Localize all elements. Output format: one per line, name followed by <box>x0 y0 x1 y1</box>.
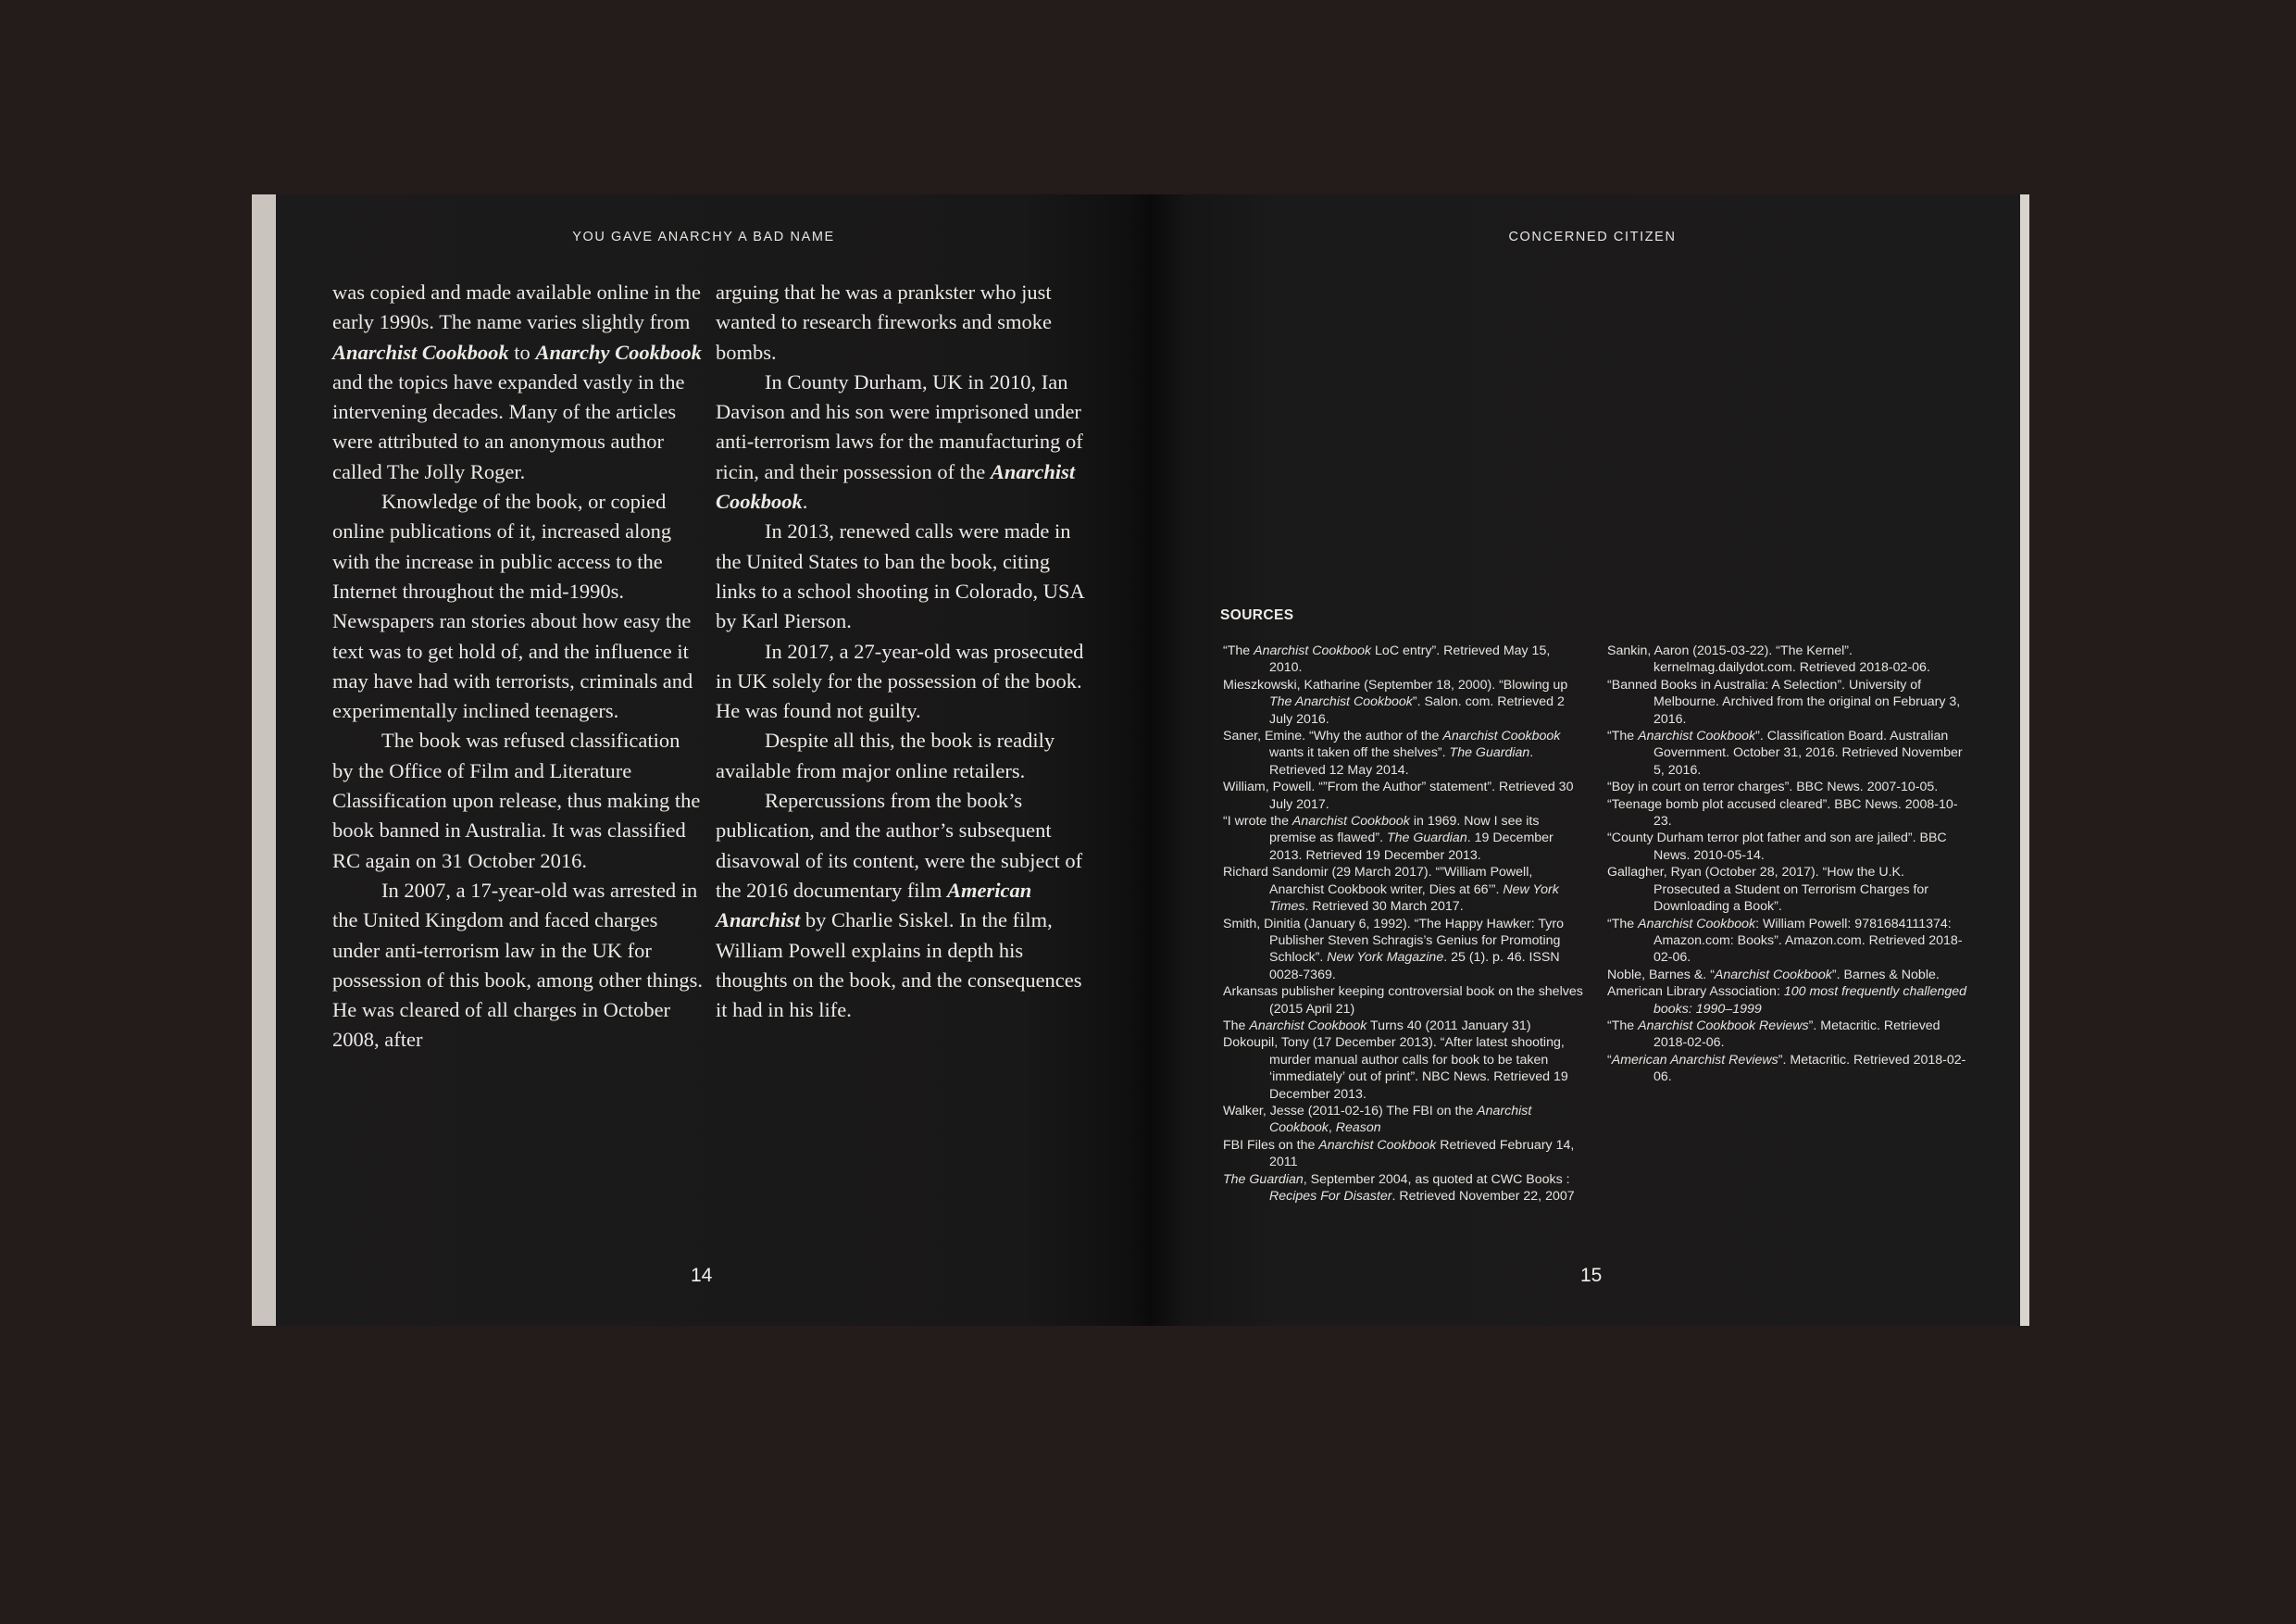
text-run: “I wrote the <box>1223 814 1292 830</box>
text-run: and the topics have expanded vastly in the intervening decades. Many of the articles were attributed to an anonymous author called The Jolly Roger. <box>332 369 685 483</box>
text-run: “Banned Books in Australia: A Selection”. University of Melbourne. Archived from the original on February 3, 2016. <box>1607 677 1961 727</box>
text-run: . Retrieved 12 May 2014. <box>1269 745 1534 778</box>
source-entry <box>1223 643 1586 677</box>
italic-title: Anarchist Cookbook <box>716 459 1076 514</box>
source-entry <box>1223 1171 1586 1206</box>
italic-title: Anarchist Cookbook <box>1638 916 1756 931</box>
source-entry <box>1223 813 1586 864</box>
text-run: to <box>508 340 536 364</box>
source-entry <box>1607 830 1970 864</box>
source-entry <box>1607 779 1970 795</box>
left-column-2 <box>716 278 1086 1025</box>
source-entry <box>1223 677 1586 728</box>
source-entry <box>1607 864 1970 915</box>
text-run: , <box>1328 1120 1336 1136</box>
source-entry <box>1223 864 1586 915</box>
source-entry <box>1223 728 1586 779</box>
italic-title: Anarchist Cookbook <box>1318 1137 1437 1153</box>
italic-title: The Anarchist Cookbook <box>1269 694 1413 710</box>
body-paragraph <box>716 517 1086 636</box>
text-run: by Charlie Siskel. In the film, William Powell explains in depth his thoughts on the book, and the consequences it had in his life. <box>716 908 1082 1022</box>
text-run: Retrieved February 14, 2011 <box>1269 1137 1575 1170</box>
italic-title: Anarchist Cookbook <box>332 340 509 364</box>
text-run: . Retrieved 30 March 2017. <box>1304 899 1464 915</box>
body-paragraph <box>332 726 703 875</box>
source-entry <box>1223 1018 1586 1034</box>
text-run: . Retrieved November 22, 2007 <box>1391 1189 1575 1204</box>
text-run: arguing that he was a prankster who just wanted to research fireworks and smoke bombs. <box>716 281 1052 364</box>
text-run: Knowledge of the book, or copied online publications of it, increased along with the increase in public access to the Internet throughout the mid-1990s. Newspapers ran stories about how easy the text was to get hold of, and the influence it may have had with terrorists, criminals and experimentally inclined teenagers. <box>332 490 693 723</box>
sources-heading: SOURCES <box>1220 607 1294 623</box>
italic-title: Anarchist Cookbook <box>1638 729 1756 744</box>
source-entry <box>1607 983 1970 1018</box>
text-run: Sankin, Aaron (2015-03-22). “The Kernel”. kernelmag.dailydot.com. Retrieved 2018-02-06. <box>1607 643 1930 676</box>
body-paragraph <box>716 637 1086 727</box>
text-run: “The <box>1607 916 1639 931</box>
italic-title: American Anarchist Reviews <box>1611 1052 1778 1068</box>
text-run: ”. Salon. com. Retrieved 2 July 2016. <box>1269 694 1565 727</box>
text-run: Gallagher, Ryan (October 28, 2017). “How the U.K. Prosecuted a Student on Terrorism Charges for Downloading a Book”. <box>1607 865 1929 915</box>
italic-title: Anarchist Cookbook <box>1714 967 1832 982</box>
body-paragraph <box>332 876 703 1056</box>
italic-title: Anarchy Cookbook <box>535 340 702 364</box>
text-run: LoC entry”. Retrieved May 15, 2010. <box>1269 643 1551 676</box>
body-paragraph <box>332 278 703 487</box>
source-entry <box>1223 1103 1586 1137</box>
italic-title: New York Magazine <box>1327 950 1444 966</box>
source-entry <box>1223 983 1586 1018</box>
body-paragraph <box>716 726 1086 786</box>
text-run: : William Powell: 9781684111374: Amazon.com: Books”. Amazon.com. Retrieved 2018-02-06. <box>1653 916 1963 966</box>
text-run: Dokoupil, Tony (17 December 2013). “After latest shooting, murder manual author calls for book to be taken ‘immediately’ out of print”. NBC News. Retrieved 19 December 2013. <box>1223 1035 1568 1102</box>
italic-title: The Guardian <box>1449 745 1530 761</box>
source-entry <box>1607 1052 1970 1086</box>
text-run: Mieszkowski, Katharine (September 18, 2000). “Blowing up <box>1223 677 1568 693</box>
text-run: The <box>1223 1018 1250 1033</box>
source-entry <box>1607 1018 1970 1052</box>
text-run: Despite all this, the book is readily available from major online retailers. <box>716 729 1055 782</box>
text-run: In 2007, a 17-year-old was arrested in the United Kingdom and faced charges under anti-terrorism law in the UK for possession of this book, among other things. He was cleared of all charges in October 2008, after <box>332 878 703 1052</box>
source-entry <box>1607 643 1970 677</box>
sources-column-2 <box>1607 643 1970 1086</box>
right-page-edge <box>2020 194 2029 1326</box>
body-paragraph <box>332 487 703 726</box>
page-number-right: 15 <box>1580 1265 1603 1286</box>
source-entry <box>1607 967 1970 983</box>
text-run: was copied and made available online in the early 1990s. The name varies slightly from <box>332 281 701 334</box>
text-run: American Library Association: <box>1607 984 1784 1000</box>
source-entry <box>1607 677 1970 728</box>
source-entry <box>1223 1137 1586 1171</box>
source-entry <box>1223 779 1586 813</box>
text-run: “County Durham terror plot father and son are jailed”. BBC News. 2010-05-14. <box>1607 831 1947 863</box>
text-run: “The <box>1223 643 1254 658</box>
italic-title: The Guardian <box>1223 1171 1304 1187</box>
text-run: Smith, Dinitia (January 6, 1992). “The Happy Hawker: Tyro Publisher Steven Schragis’s Genius for Promoting Schlock”. <box>1223 916 1564 966</box>
text-run: Saner, Emine. “Why the author of the <box>1223 729 1443 744</box>
italic-title: Anarchist Cookbook <box>1254 643 1372 658</box>
text-run: Repercussions from the book’s publication, and the author’s subsequent disavowal of its content, were the subject of the 2016 documentary film <box>716 789 1083 902</box>
italic-title: Anarchist Cookbook <box>1292 814 1410 830</box>
text-run: In 2017, a 27-year-old was prosecuted in UK solely for the possession of the book. He was found not guilty. <box>716 639 1084 723</box>
italic-title: Recipes For Disaster <box>1269 1189 1392 1204</box>
text-run: . 25 (1). p. 46. ISSN 0028-7369. <box>1269 950 1560 982</box>
source-entry <box>1607 728 1970 779</box>
text-run: ”. Classification Board. Australian Government. October 31, 2016. Retrieved November 5, 2016. <box>1653 729 1963 778</box>
source-entry <box>1607 916 1970 967</box>
source-entry <box>1223 1034 1586 1103</box>
left-column-1 <box>332 278 703 1056</box>
italic-title: Anarchist Cookbook <box>1249 1018 1367 1033</box>
page-number-left: 14 <box>691 1265 713 1286</box>
italic-title: Anarchist Cookbook <box>1269 1103 1532 1136</box>
running-head-right: CONCERNED CITIZEN <box>1508 230 1677 244</box>
text-run: wants it taken off the shelves”. <box>1269 745 1450 761</box>
italic-title: The Guardian <box>1386 831 1467 846</box>
text-run: “The <box>1607 729 1639 744</box>
body-paragraph <box>716 786 1086 1025</box>
text-run: Noble, Barnes &. “ <box>1607 967 1715 982</box>
text-run: Turns 40 (2011 January 31) <box>1366 1018 1531 1033</box>
text-run: William, Powell. “”From the Author” statement”. Retrieved 30 July 2017. <box>1223 780 1574 812</box>
source-entry <box>1223 916 1586 984</box>
text-run: Arkansas publisher keeping controversial book on the shelves (2015 April 21) <box>1223 984 1583 1017</box>
body-paragraph <box>716 278 1086 368</box>
source-entry <box>1607 796 1970 831</box>
text-run: . 19 December 2013. Retrieved 19 December 2013. <box>1269 831 1554 863</box>
text-run: Walker, Jesse (2011-02-16) The FBI on the <box>1223 1103 1478 1118</box>
italic-title: Anarchist Cookbook <box>1442 729 1561 744</box>
text-run: In County Durham, UK in 2010, Ian Davison and his son were imprisoned under anti-terrorism laws for the manufacturing of ricin, and their possession of the <box>716 369 1083 483</box>
text-run: In 2013, renewed calls were made in the United States to ban the book, citing links to a school shooting in Colorado, USA by Karl Pierson. <box>716 519 1084 633</box>
text-run: “Boy in court on terror charges”. BBC News. 2007-10-05. <box>1607 780 1939 795</box>
italic-title: Anarchist Cookbook Reviews <box>1638 1018 1809 1033</box>
italic-title: New York Times <box>1269 881 1559 915</box>
text-run: , September 2004, as quoted at CWC Books : <box>1303 1171 1570 1187</box>
text-run: in 1969. Now I see its premise as flawed”. <box>1269 814 1540 846</box>
text-run: “The <box>1607 1018 1639 1033</box>
text-run: . <box>802 490 808 514</box>
italic-title: American Anarchist <box>716 878 1032 932</box>
text-run: ”. Barnes & Noble. <box>1831 967 1940 982</box>
text-run: ”. Metacritic. Retrieved 2018-02-06. <box>1653 1052 1966 1085</box>
text-run: The book was refused classification by the Office of Film and Literature Classification upon release, thus making the book banned in Australia. It was classified RC again on 31 October 2016. <box>332 729 701 872</box>
text-run: “Teenage bomb plot accused cleared”. BBC News. 2008-10-23. <box>1607 796 1958 830</box>
text-run: ”. Metacritic. Retrieved 2018-02-06. <box>1653 1018 1940 1051</box>
running-head-left: YOU GAVE ANARCHY A BAD NAME <box>572 230 835 244</box>
body-paragraph <box>716 368 1086 517</box>
text-run: Richard Sandomir (29 March 2017). “”William Powell, Anarchist Cookbook writer, Dies at 66’”. <box>1223 865 1533 897</box>
left-page-edge <box>252 194 276 1326</box>
italic-title: Reason <box>1335 1120 1381 1136</box>
italic-title: 100 most frequently challenged books: 1990–1999 <box>1653 984 1967 1017</box>
text-run: “ <box>1607 1052 1612 1068</box>
sources-column-1 <box>1223 643 1586 1205</box>
text-run: FBI Files on the <box>1223 1137 1319 1153</box>
